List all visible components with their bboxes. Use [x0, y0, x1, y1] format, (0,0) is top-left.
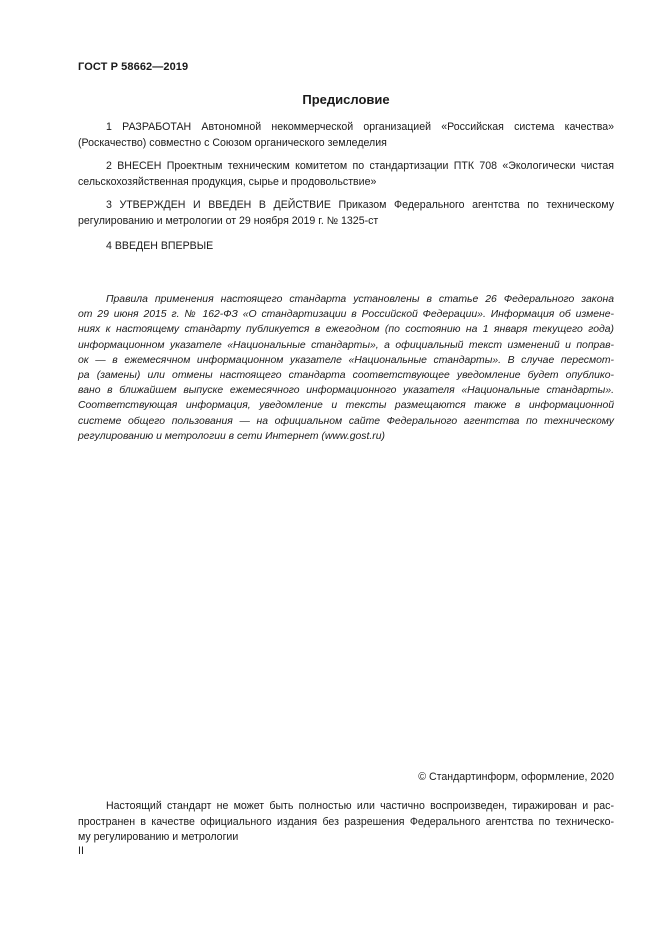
foreword-item-line: регулированию и метрологии от 29 ноября 2019 г. № 1325-ст: [78, 215, 379, 227]
foreword-item-1: [78, 119, 614, 151]
footer-line: му регулированию и метрологии: [78, 831, 239, 843]
notice-line: от 29 июня 2015 г. № 162-ФЗ «О стандартизации в Российской Федерации». Информация об измене-: [78, 309, 614, 321]
foreword-item-line: (Роскачество) совместно с Союзом органического земледелия: [78, 137, 387, 149]
notice-line: информационном указателе «Национальные стандарты», а официальный текст изменений и поправ-: [78, 339, 614, 351]
application-rules-notice: [78, 292, 614, 444]
foreword-item-line: 1 РАЗРАБОТАН Автономной некоммерческой организацией «Российская система качества»: [106, 121, 614, 133]
notice-line: Правила применения настоящего стандарта установлены в статье 26 Федерального закона: [106, 294, 614, 305]
copyright-notice: © Стандартинформ, оформление, 2020: [418, 771, 614, 783]
notice-line: вано в ближайшем выпуске ежемесячного информационного указателя «Национальные стандарты».: [78, 385, 614, 397]
notice-line: ра (замены) или отмены настоящего стандарта соответствующее уведомление будет опублико-: [78, 370, 614, 382]
foreword-item-line: сельскохозяйственная продукция, сырье и продовольствие»: [78, 176, 377, 188]
footer-line: пространен в качестве официального издания без разрешения Федерального агентства по техническо-: [78, 815, 614, 828]
notice-line: ниях к настоящему стандарту публикуется в ежегодном (по состоянию на 1 января текущего года): [78, 324, 614, 336]
reproduction-restriction-notice: [78, 799, 614, 846]
notice-line: регулированию и метрологии в сети Интернет (www.gost.ru): [78, 430, 385, 442]
foreword-item-2: [78, 158, 614, 190]
document-code: ГОСТ Р 58662—2019: [78, 61, 189, 73]
section-title: Предисловие: [302, 92, 390, 107]
foreword-item-3: [78, 197, 614, 229]
foreword-item-line: 3 УТВЕРЖДЕН И ВВЕДЕН В ДЕЙСТВИЕ Приказом Федерального агентства по техническому: [106, 199, 614, 211]
notice-line: системе общего пользования — на официальном сайте Федерального агентства по техническому: [78, 415, 614, 427]
foreword-item-4: [78, 238, 614, 254]
foreword-item-line: 4 ВВЕДЕН ВПЕРВЫЕ: [106, 240, 214, 252]
page-number: II: [78, 845, 84, 857]
notice-line: ок — в ежемесячном информационном указателе «Национальные стандарты». В случае пересмот-: [78, 354, 614, 366]
notice-line: Соответствующая информация, уведомление и тексты размещаются также в информационной: [78, 400, 614, 412]
foreword-item-line: 2 ВНЕСЕН Проектным техническим комитетом по стандартизации ПТК 708 «Экологически чистая: [106, 160, 614, 172]
footer-line: Настоящий стандарт не может быть полностью или частично воспроизведен, тиражирован и рас-: [106, 800, 614, 812]
